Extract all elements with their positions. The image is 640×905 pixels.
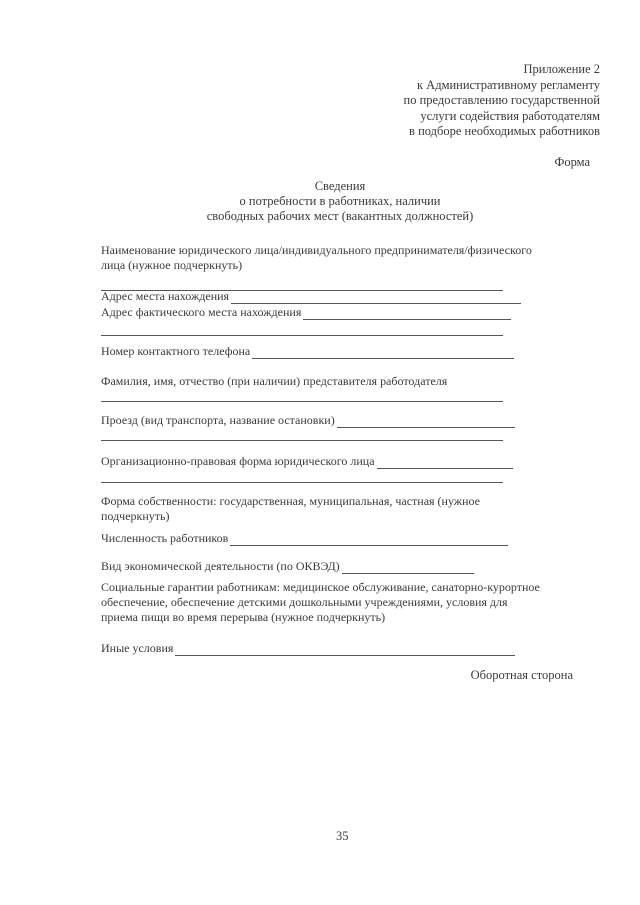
actual-address-line[interactable] [303, 307, 511, 320]
annex-line: Приложение 2 [523, 62, 600, 76]
field-label: обеспечение, обеспечение детскими дошкольными учреждениями, условия для [101, 595, 508, 609]
document-title [195, 179, 485, 224]
field-address [101, 289, 569, 304]
field-label: Фамилия, имя, отчество (при наличии) представителя работодателя [101, 374, 448, 388]
field-label: лица (нужное подчеркнуть) [101, 258, 243, 272]
field-label: Иные условия [101, 641, 174, 655]
field-ownership [101, 494, 569, 524]
field-label: Численность работников [101, 531, 229, 545]
title-line: Сведения [314, 179, 366, 193]
transport-line[interactable] [337, 415, 515, 428]
form-label: Форма [554, 155, 590, 169]
field-label: Социальные гарантии работникам: медицинское обслуживание, санаторно-курортное [101, 580, 540, 594]
legal-form-line[interactable] [377, 456, 513, 469]
field-label: Вид экономической деятельности (по ОКВЭД) [101, 559, 340, 573]
field-label: Форма собственности: государственная, муниципальная, частная (нужное [101, 494, 480, 508]
representative-line[interactable] [101, 401, 503, 402]
field-label: Организационно-правовая форма юридического лица [101, 454, 375, 468]
annex-header [404, 62, 600, 140]
field-employer-name [101, 243, 569, 273]
transport-line-2[interactable] [101, 440, 503, 441]
annex-line: к Административному регламенту [416, 77, 600, 92]
field-actual-address [101, 305, 569, 320]
other-conditions-line[interactable] [175, 643, 515, 656]
field-other-conditions [101, 641, 569, 656]
address-line[interactable] [231, 291, 521, 304]
legal-form-line-2[interactable] [101, 482, 503, 483]
field-label: приема пищи во время перерыва (нужное подчеркнуть) [101, 610, 386, 624]
field-legal-form [101, 454, 569, 469]
title-line: свободных рабочих мест (вакантных должностей) [206, 209, 474, 223]
okved-line[interactable] [342, 561, 474, 574]
annex-line: в подборе необходимых работников [409, 124, 600, 138]
field-representative [101, 374, 569, 389]
actual-address-line-2[interactable] [101, 335, 503, 336]
field-okved [101, 559, 569, 574]
field-phone [101, 344, 569, 359]
field-label: Проезд (вид транспорта, название остановки) [101, 413, 335, 427]
field-label: Адрес фактического места нахождения [101, 305, 302, 319]
page-number: 35 [336, 829, 349, 843]
field-transport [101, 413, 569, 428]
title-line: о потребности в работниках, наличии [239, 194, 441, 208]
field-label: подчеркнуть) [101, 509, 170, 523]
reverse-side-label: Оборотная сторона [470, 668, 573, 682]
field-social-guarantees [101, 580, 569, 625]
field-label: Наименование юридического лица/индивидуального предпринимателя/физического [101, 243, 532, 257]
annex-line: по предоставлению государственной [403, 93, 600, 107]
field-staff-count [101, 531, 569, 546]
field-label: Номер контактного телефона [101, 344, 251, 358]
field-label: Адрес места нахождения [101, 289, 230, 303]
annex-line: услуги содействия работодателям [420, 108, 600, 123]
phone-line[interactable] [252, 346, 514, 359]
staff-count-line[interactable] [230, 533, 508, 546]
